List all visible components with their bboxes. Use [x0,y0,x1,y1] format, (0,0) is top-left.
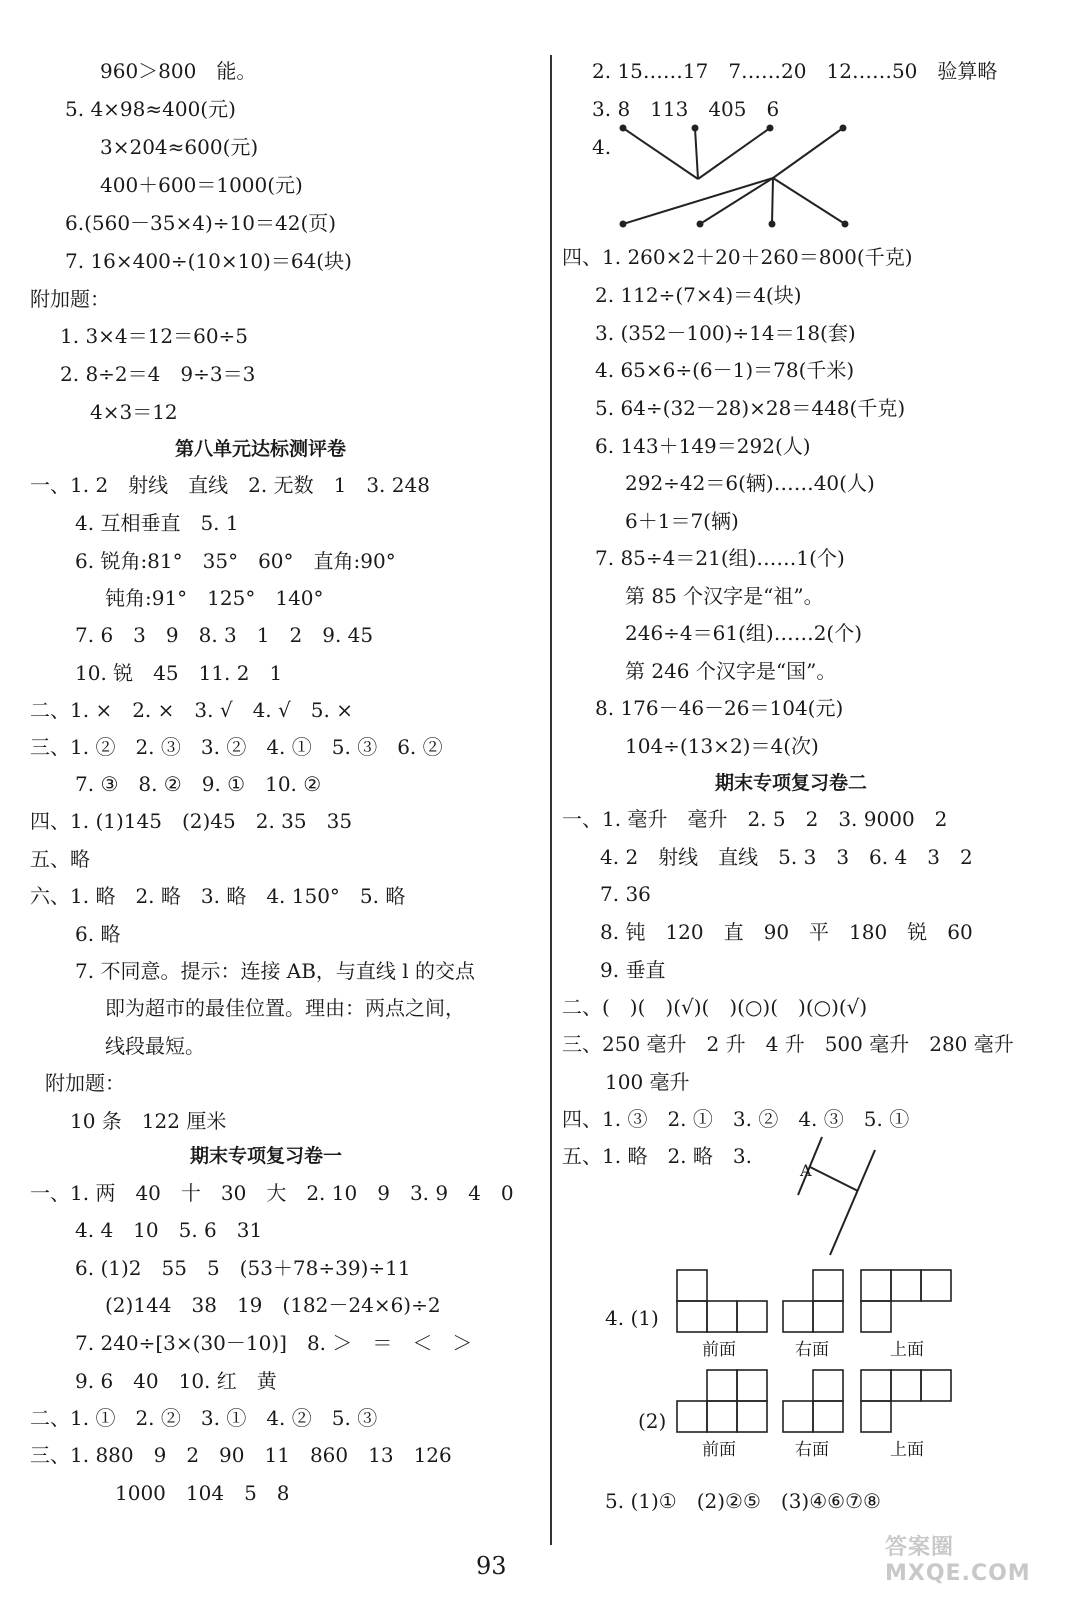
section-title: 期末专项复习卷二 [715,772,868,794]
answer-line: 8. 钝 120 直 90 平 180 锐 60 [600,920,973,944]
answer-line: 7. 16×400÷(10×10)＝64(块) [65,249,352,273]
views-figure-1 [675,1268,975,1340]
answer-line: 三、250 毫升 2 升 4 升 500 毫升 280 毫升 [562,1032,1014,1056]
answer-line: 线段最短。 [105,1034,205,1058]
answer-line: 4. [592,135,612,159]
answer-line: 3×204≈600(元) [100,135,259,159]
answer-line: 9. 垂直 [600,958,666,982]
point-a-label: A [800,1161,812,1180]
answer-line: 二、1. ① 2. ② 3. ① 4. ② 5. ③ [30,1406,378,1430]
answer-line: 六、1. 略 2. 略 3. 略 4. 150° 5. 略 [30,884,406,908]
answer-line: 二、( )( )(√)( )(○)( )(○)(√) [562,995,868,1019]
answer-line: 2. 112÷(7×4)＝4(块) [595,283,802,307]
answer-line: 6＋1＝7(辆) [625,509,739,533]
right-view-caption-2: 右面 [795,1440,829,1460]
watermark: 答案圈 MXQE.COM [885,1535,1031,1586]
answer-line: 钝角:91° 125° 140° [105,586,324,610]
answer-line: 10 条 122 厘米 [70,1109,227,1133]
answer-line: 8. 176－46－26＝104(元) [595,696,844,720]
answer-line: 4. (1) [605,1306,659,1330]
answer-line: 6.(560－35×4)÷10＝42(页) [65,211,337,235]
answer-line: 7. 85÷4＝21(组)……1(个) [595,546,845,570]
answer-line: 7. 36 [600,882,651,906]
answer-line: 10. 锐 45 11. 2 1 [75,661,283,685]
answer-line: 五、略 [30,847,90,871]
top-view-caption-2: 上面 [890,1440,924,1460]
answer-line: 一、1. 2 射线 直线 2. 无数 1 3. 248 [30,473,430,497]
answer-line: 1. 3×4＝12＝60÷5 [60,324,249,348]
answer-line: 4×3＝12 [90,400,178,424]
right-view-caption-1: 右面 [795,1340,829,1360]
answer-line: 6. 143＋149＝292(人) [595,434,811,458]
answer-line: 二、1. × 2. × 3. √ 4. √ 5. × [30,698,353,722]
answer-line: 附加题： [45,1071,125,1095]
answer-line: 即为超市的最佳位置。理由：两点之间， [105,996,465,1020]
parallel-lines-figure [790,1135,880,1260]
answer-line: 5. (1)① (2)②⑤ (3)④⑥⑦⑧ [605,1489,881,1513]
answer-line: 3. 8 113 405 6 [592,97,780,121]
front-view-caption-2: 前面 [702,1440,736,1460]
answer-line: 292÷42＝6(辆)……40(人) [625,471,875,495]
answer-line: 6. (1)2 55 5 (53＋78÷39)÷11 [75,1256,411,1280]
top-view-caption-1: 上面 [890,1340,924,1360]
answer-line: 4. 2 射线 直线 5. 3 3 6. 4 3 2 [600,845,973,869]
answer-line: 7. 6 3 9 8. 3 1 2 9. 45 [75,623,374,647]
answer-line: 三、1. 880 9 2 90 11 860 13 126 [30,1443,452,1467]
answer-line: 7. 不同意。提示：连接 AB，与直线 l 的交点 [75,959,476,983]
answer-line: 3. (352－100)÷14＝18(套) [595,321,856,345]
page-number: 93 [476,1552,507,1580]
answer-line: 5. 64÷(32－28)×28＝448(千克) [595,396,906,420]
answer-line: 一、1. 两 40 十 30 大 2. 10 9 3. 9 4 0 [30,1181,514,1205]
matching-lines-figure [615,122,865,230]
column-divider [550,55,552,1545]
answer-line: 第 85 个汉字是“祖”。 [625,584,824,608]
answer-line: 附加题： [30,287,110,311]
answer-line: 100 毫升 [605,1070,690,1094]
answer-line: 9. 6 40 10. 红 黄 [75,1369,277,1393]
views-figure-2 [675,1368,985,1440]
answer-line: (2) [638,1409,667,1433]
answer-line: 400＋600＝1000(元) [100,173,303,197]
answer-line: 1000 104 5 8 [115,1481,290,1505]
answer-line: 7. ③ 8. ② 9. ① 10. ② [75,772,322,796]
answer-line: 246÷4＝61(组)……2(个) [625,621,863,645]
answer-line: 960＞800 能。 [100,59,257,83]
answer-line: 2. 15……17 7……20 12……50 验算略 [592,59,998,83]
section-title: 期末专项复习卷一 [190,1145,343,1167]
answer-line: (2)144 38 19 (182－24×6)÷2 [105,1293,441,1317]
answer-line: 四、1. (1)145 (2)45 2. 35 35 [30,809,353,833]
answer-line: 五、1. 略 2. 略 3. [562,1144,752,1168]
answer-line: 4. 4 10 5. 6 31 [75,1218,263,1242]
answer-line: 四、1. ③ 2. ① 3. ② 4. ③ 5. ① [562,1107,910,1131]
answer-line: 4. 65×6÷(6－1)＝78(千米) [595,358,855,382]
answer-line: 4. 互相垂直 5. 1 [75,511,239,535]
answer-line: 6. 锐角:81° 35° 60° 直角:90° [75,549,396,573]
answer-line: 104÷(13×2)＝4(次) [625,734,819,758]
answer-line: 6. 略 [75,922,121,946]
answer-line: 第 246 个汉字是“国”。 [625,659,837,683]
answer-line: 三、1. ② 2. ③ 3. ② 4. ① 5. ③ 6. ② [30,735,443,759]
answer-line: 2. 8÷2＝4 9÷3＝3 [60,362,256,386]
answer-line: 5. 4×98≈400(元) [65,97,236,121]
answer-line: 一、1. 毫升 毫升 2. 5 2 3. 9000 2 [562,807,948,831]
answer-line: 四、1. 260×2＋20＋260＝800(千克) [562,245,913,269]
front-view-caption-1: 前面 [702,1340,736,1360]
answer-line: 7. 240÷[3×(30－10)] 8. ＞ ＝ ＜ ＞ [75,1331,473,1355]
section-title: 第八单元达标测评卷 [175,438,347,460]
